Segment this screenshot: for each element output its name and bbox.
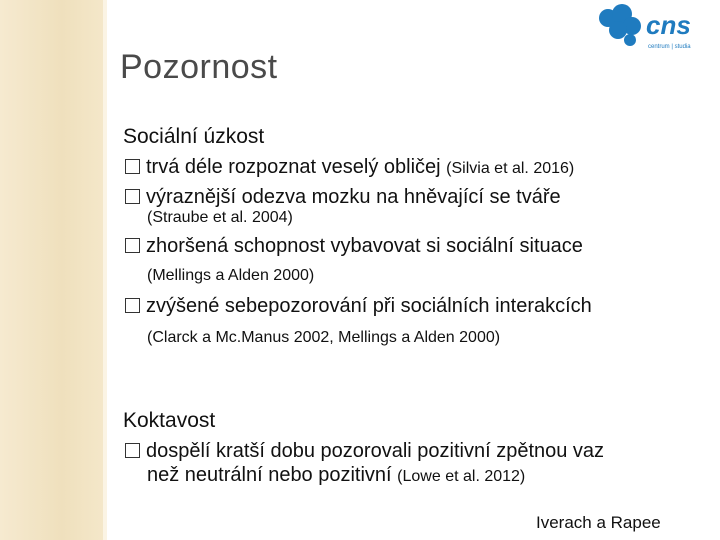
source-author: Iverach a Rapee — [536, 513, 661, 532]
citation: (Lowe et al. 2012) — [397, 468, 526, 485]
sidebar-band — [0, 0, 103, 540]
bullet-box-icon — [125, 298, 140, 313]
cns-logo — [596, 2, 718, 52]
logo-subtext: centrum | studia — [648, 44, 691, 50]
bullet-item — [125, 295, 592, 318]
bullet-box-icon — [125, 189, 140, 204]
bullet-continuation — [147, 464, 525, 487]
bullet-text: zvýšené sebepozorování při sociálních interakcích — [146, 295, 592, 317]
logo-text: cns — [646, 10, 691, 40]
citation: (Silvia et al. 2016) — [446, 160, 575, 177]
bullet-item — [125, 235, 583, 258]
citation: (Clarck a Mc.Manus 2002, Mellings a Alden 2000) — [147, 329, 501, 346]
sidebar-divider — [103, 0, 107, 540]
bullet-text: výraznější odezva mozku na hněvající se tváře — [146, 186, 561, 208]
bullet-box-icon — [125, 159, 140, 174]
bullet-item — [125, 440, 604, 463]
bullet-text: trvá déle rozpoznat veselý obličej — [146, 156, 441, 178]
citation: (Mellings a Alden 2000) — [147, 267, 315, 284]
bullet-box-icon — [125, 443, 140, 458]
bullet-item — [125, 156, 574, 179]
citation: (Straube et al. 2004) — [147, 209, 293, 226]
bullet-text: zhoršená schopnost vybavovat si sociální situace — [146, 235, 583, 257]
slide-title: Pozornost — [120, 48, 278, 86]
decorative-sidebar — [0, 0, 103, 540]
bullet-text-continued: než neutrální nebo pozitivní — [147, 464, 392, 486]
bullet-text: dospělí kratší dobu pozorovali pozitivní zpětnou vaz — [146, 440, 605, 462]
bullet-box-icon — [125, 238, 140, 253]
section-heading-stuttering: Koktavost — [123, 409, 216, 432]
section-heading-social-anxiety: Sociální úzkost — [123, 125, 265, 148]
bullet-item — [125, 186, 561, 209]
